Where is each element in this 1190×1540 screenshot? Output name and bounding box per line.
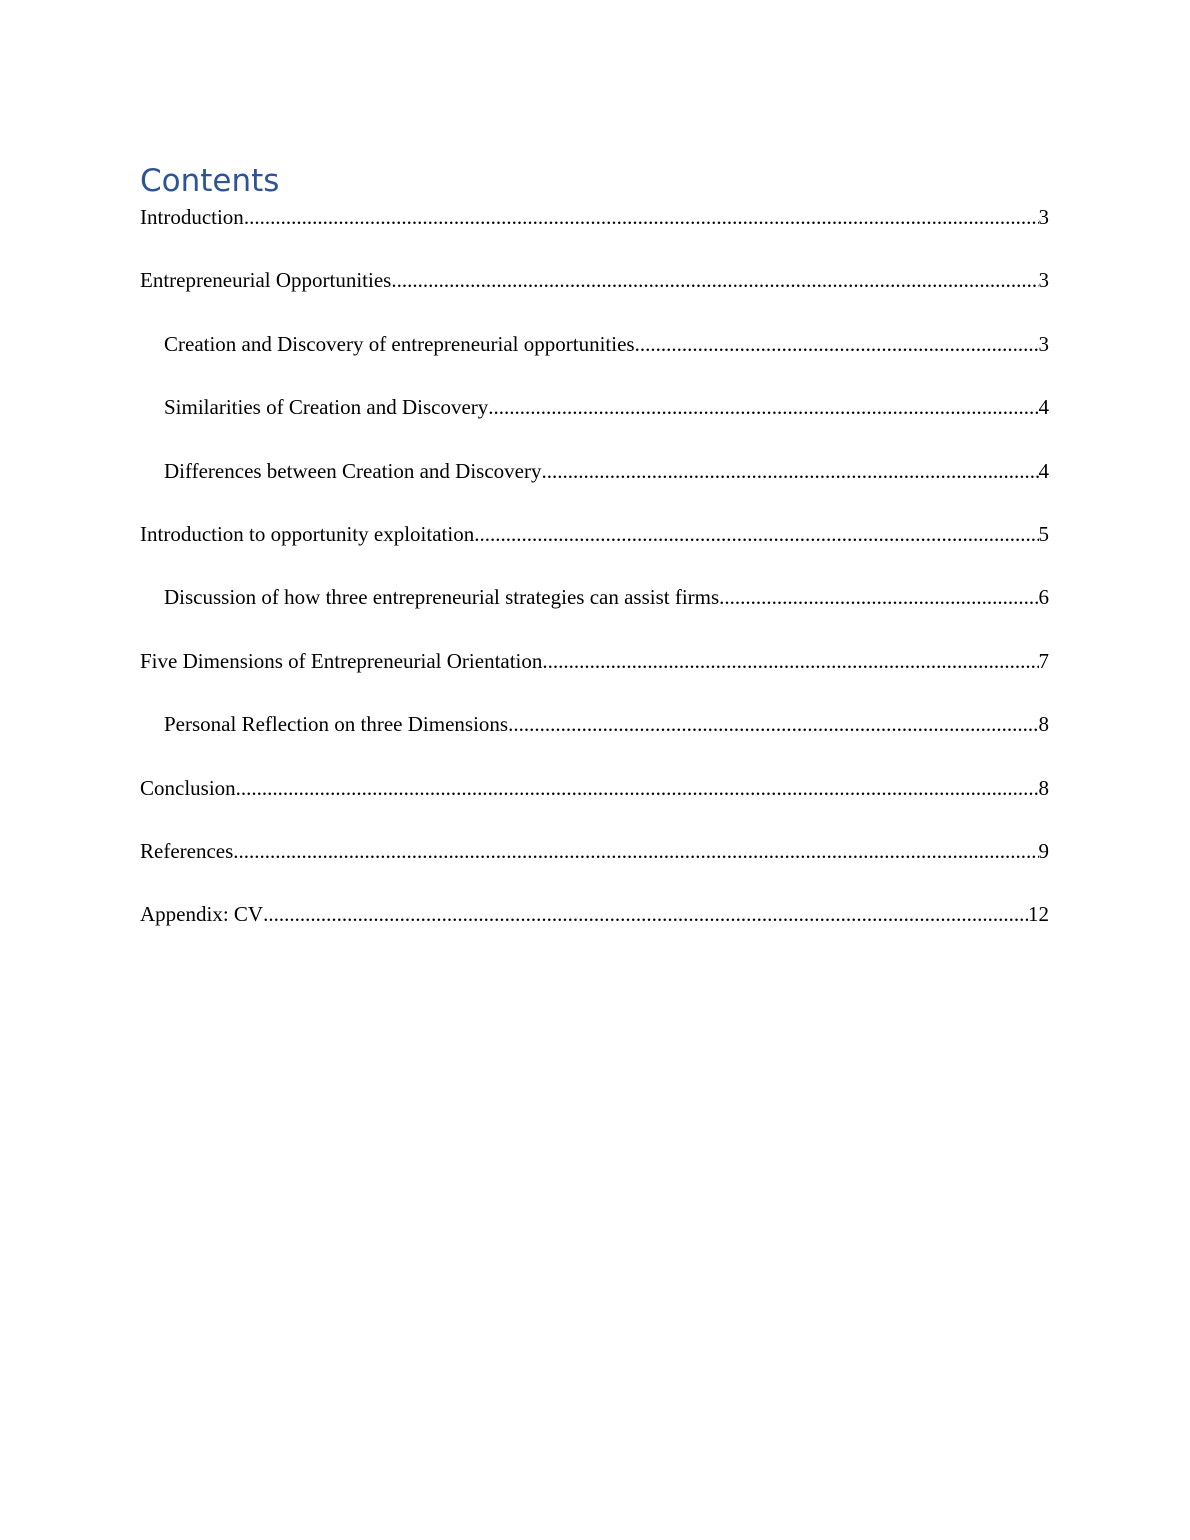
- toc-entry-label: Introduction to opportunity exploitation: [140, 521, 475, 546]
- toc-title: Contents: [140, 163, 280, 199]
- toc-list: [140, 202, 1049, 963]
- toc-dot-leader: [236, 773, 1039, 803]
- toc-entry[interactable]: [140, 456, 1049, 519]
- toc-dot-leader: [488, 392, 1038, 422]
- toc-entry[interactable]: [140, 582, 1049, 645]
- toc-entry-page-number: 9: [1038, 838, 1049, 863]
- toc-entry-page-number: 12: [1028, 902, 1049, 927]
- toc-dot-leader: [474, 519, 1038, 549]
- toc-entry-label: References: [140, 838, 234, 863]
- toc-dot-leader: [542, 646, 1038, 676]
- toc-dot-leader: [635, 329, 1039, 359]
- toc-dot-leader: [541, 456, 1038, 486]
- toc-entry-label: Introduction: [140, 205, 244, 229]
- table-of-contents: [140, 160, 1049, 963]
- toc-entry-page-number: 3: [1038, 205, 1049, 229]
- toc-entry-page-number: 8: [1038, 712, 1049, 737]
- toc-entry-label: Appendix: CV: [140, 902, 264, 927]
- toc-entry[interactable]: [140, 202, 1049, 265]
- toc-entry-label: Entrepreneurial Opportunities: [140, 268, 392, 293]
- toc-entry[interactable]: [140, 899, 1049, 962]
- toc-entry-page-number: 7: [1038, 648, 1049, 673]
- toc-dot-leader: [508, 709, 1038, 739]
- toc-entry[interactable]: [140, 773, 1049, 836]
- toc-entry-label: Creation and Discovery of entrepreneurial opportunities: [164, 331, 635, 356]
- toc-dot-leader: [719, 582, 1038, 612]
- toc-entry[interactable]: [140, 519, 1049, 582]
- toc-entry[interactable]: [140, 265, 1049, 328]
- toc-entry-label: Personal Reflection on three Dimensions: [164, 712, 509, 737]
- toc-entry-page-number: 5: [1038, 521, 1049, 546]
- toc-entry-label: Five Dimensions of Entrepreneurial Orientation: [140, 648, 543, 673]
- toc-entry-page-number: 4: [1038, 458, 1049, 483]
- toc-dot-leader: [233, 836, 1038, 866]
- toc-entry[interactable]: [140, 392, 1049, 455]
- toc-dot-leader: [263, 899, 1028, 929]
- toc-entry-label: Discussion of how three entrepreneurial strategies can assist firms: [164, 585, 720, 610]
- toc-entry-page-number: 4: [1038, 395, 1049, 420]
- toc-entry[interactable]: [140, 329, 1049, 392]
- toc-entry-label: Differences between Creation and Discovery: [164, 458, 542, 483]
- toc-entry-page-number: 3: [1038, 268, 1049, 293]
- toc-entry-label: Conclusion: [140, 775, 236, 800]
- toc-dot-leader: [244, 202, 1039, 232]
- toc-entry-page-number: 6: [1038, 585, 1049, 610]
- toc-entry[interactable]: [140, 709, 1049, 772]
- toc-entry[interactable]: [140, 646, 1049, 709]
- toc-dot-leader: [391, 265, 1038, 295]
- toc-entry-label: Similarities of Creation and Discovery: [164, 395, 489, 420]
- toc-entry-page-number: 8: [1038, 775, 1049, 800]
- toc-entry-page-number: 3: [1038, 331, 1049, 356]
- toc-entry[interactable]: [140, 836, 1049, 899]
